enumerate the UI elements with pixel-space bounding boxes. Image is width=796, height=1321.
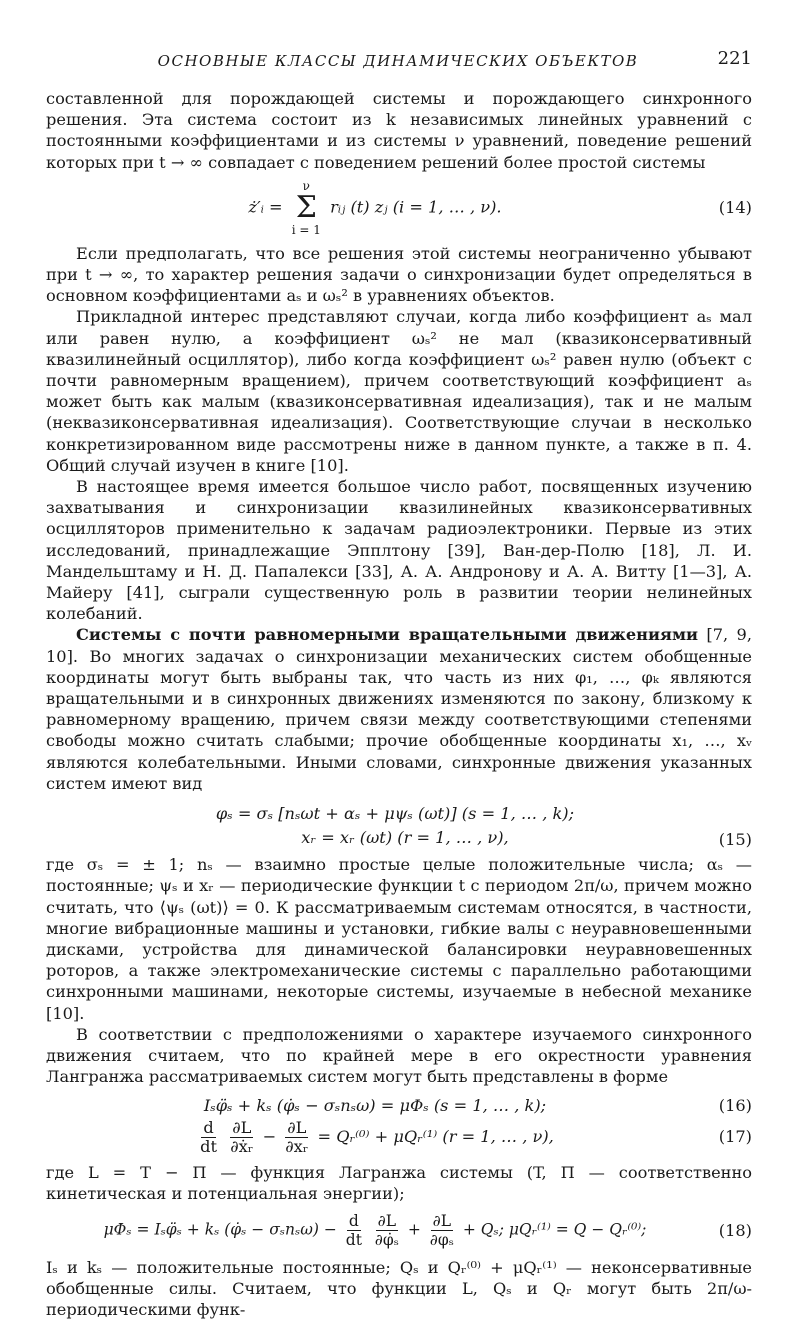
page-number: 221 — [717, 48, 752, 69]
page-body — [46, 88, 752, 1321]
eq14-lhs: ż′ᵢ = — [248, 197, 283, 217]
eq15-line2: xᵣ = xᵣ (ωt) (r = 1, … , ν), — [301, 828, 509, 848]
paragraph-4: В настоящее время имеется большое число работ, посвященных изучению захватывания и синхронизации квазилинейных квазиконсервативных осцилляторов применительно к задачам радиоэлектроники. Первые из этих исследований, принадлежащие Эпплтону [39], Ван-дер-Полю [18], Л. И. Мандельштаму и Н. Д. Папалекси [33], А. А. Андронову и А. А. Витту [1—3], А. Майеру [41], сыграли существенную роль в развитии теории нелинейных колебаний. — [46, 477, 752, 624]
eq17-dL-dx: $\frac{\partial L}{\text{∂xᵣ}}$ — [285, 1117, 309, 1156]
eq14-sum-bottom: i = 1 — [291, 222, 321, 237]
eq18-dL-dphi: $\frac{\partial L}{\text{∂φₛ}}$ — [429, 1211, 454, 1249]
paragraph-6: где σₛ = ± 1; nₛ — взаимно простые целые положительные числа; αₛ — постоянные; ψₛ и xᵣ — периодические функции t с периодом 2π/ω, причем можно считать, что ⟨ψₛ (ωt)⟩ = 0. К рассматриваемым системам относятся, в частности, многие вибрационные машины и установки, гибкие валы с неуравновешенными дисками, устройства для динамической балансировки неуравновешенных роторов, а также электромеханические системы с параллельно работающими синхронными машинами, некоторые системы, изучаемые в небесной механике [10]. — [46, 855, 752, 1023]
paragraph-2: Если предполагать, что все решения этой системы неограниченно убывают при t → ∞, то характер решения задачи о синхронизации будет определяться в основном коэффициентами aₛ и ωₛ² в уравнениях объектов. — [46, 243, 752, 306]
eq14-sum: ν Σ i = 1 — [291, 178, 321, 237]
section-heading: Системы с почти равномерными вращательными движениями — [76, 625, 699, 645]
equation-17: $\frac{d}{dt}$ $\frac{\partial L}{\text{∂ẋᵣ}}$ − $\frac{\partial L}{\text{∂xᵣ}}$ = Qᵣ⁽⁰⁾ + μQᵣ⁽¹⁾ (r = 1, … , ν), (17) — [200, 1117, 752, 1156]
equation-15 — [46, 802, 752, 850]
eq16-expr: Iₛφ̈ₛ + kₛ (φ̇ₛ − σₛnₛω) = μΦₛ (s = 1, … , k); — [203, 1096, 547, 1116]
eq18-lhs: μΦₛ = Iₛφ̈ₛ + kₛ (φ̇ₛ − σₛnₛω) − — [103, 1220, 337, 1239]
eq17-dL-dxdot: $\frac{\partial L}{\text{∂ẋᵣ}}$ — [230, 1117, 254, 1156]
eq14-rhs: rᵢⱼ (t) zⱼ (i = 1, … , ν). — [330, 197, 502, 217]
equation-16 — [46, 1095, 752, 1116]
eq18-rest: + Qₛ; μQᵣ⁽¹⁾ = Q − Qᵣ⁽⁰⁾; — [462, 1220, 647, 1239]
eq16-number: (16) — [718, 1096, 752, 1116]
paragraph-9: Iₛ и kₛ — положительные постоянные; Qₛ и Qᵣ⁽⁰⁾ + μQᵣ⁽¹⁾ — неконсервативные обобщенные силы. Считаем, что функции L, Qₛ и Qᵣ могут быть 2π/ω-периодическими функ- — [46, 1257, 752, 1320]
paragraph-3: Прикладной интерес представляют случаи, когда либо коэффициент aₛ мал или равен нулю, а коэффициент ωₛ² не мал (квазиконсервативный квазилинейный осциллятор), либо когда коэффициент ωₛ² равен нулю (объект с почти равномерным вращением), причем соответствующий коэффициент aₛ может быть как малым (квазиконсервативная идеализация), так и не малым (неквазиконсервативная идеализация). Соответствующие случаи в несколько конкретизированном виде рассмотрены ниже в данном пункте, а также в п. 4. Общий случай изучен в книге [10]. — [46, 307, 752, 475]
paragraph-5-text: [7, 9, 10]. Во многих задачах о синхронизации механических систем обобщенные координаты могут быть выбраны так, что часть из них φ₁, …, φₖ являются вращательными и в синхронных движениях изменяются по закону, близкому к равномерному вращению, причем связи между соответствующими степенями свободы можно считать слабыми; прочие обобщенные координаты x₁, …, xᵥ являются колебательными. Иными словами, синхронные движения указанных систем имеют вид — [46, 625, 752, 793]
eq18-number: (18) — [718, 1220, 752, 1240]
eq14-sum-top: ν — [302, 178, 310, 193]
eq17-d-dt: $\frac{d}{dt}$ — [200, 1117, 218, 1156]
eq17-rest: = Qᵣ⁽⁰⁾ + μQᵣ⁽¹⁾ (r = 1, … , ν), — [317, 1126, 554, 1146]
eq15-number: (15) — [718, 829, 752, 849]
page-header — [0, 48, 796, 74]
eq15-line1: φₛ = σₛ [nₛωt + αₛ + μψₛ (ωt)] (s = 1, … , k); — [215, 804, 575, 824]
eq18-dL-dphidot: $\frac{\partial L}{\text{∂φ̇ₛ}}$ — [374, 1211, 399, 1249]
eq17-number: (17) — [718, 1127, 752, 1147]
running-title: ОСНОВНЫЕ КЛАССЫ ДИНАМИЧЕСКИХ ОБЪЕКТОВ — [157, 52, 639, 70]
paragraph-1: составленной для порождающей системы и порождающего синхронного решения. Эта система состоит из k независимых линейных уравнений с постоянными коэффициентами и из системы ν уравнений, поведение решений которых при t → ∞ совпадает с поведением решений более простой системы — [46, 89, 752, 172]
equation-18: μΦₛ = Iₛφ̈ₛ + kₛ (φ̇ₛ − σₛnₛω) − $\frac{d}{dt}$ $\frac{\partial L}{\text{∂φ̇ₛ}}$ + $\frac{\partial L}{\text{∂φₛ}}$ + Qₛ; μQᵣ⁽¹⁾ = Q − Qᵣ⁽⁰⁾; (18) — [103, 1211, 752, 1249]
eq14-number: (14) — [718, 198, 752, 218]
paragraph-5 — [46, 624, 752, 794]
equation-14 — [46, 179, 752, 237]
paragraph-7: В соответствии с предположениями о характере изучаемого синхронного движения считаем, что по крайней мере в его окрестности уравнения Лангранжа рассматриваемых систем могут быть представлены в форме — [46, 1024, 752, 1087]
paragraph-8: где L = T − П — функция Лагранжа системы (T, П — соответственно кинетическая и потенциальная энергии); — [46, 1162, 752, 1203]
eq18-d-dt: $\frac{d}{dt}$ — [345, 1211, 362, 1249]
